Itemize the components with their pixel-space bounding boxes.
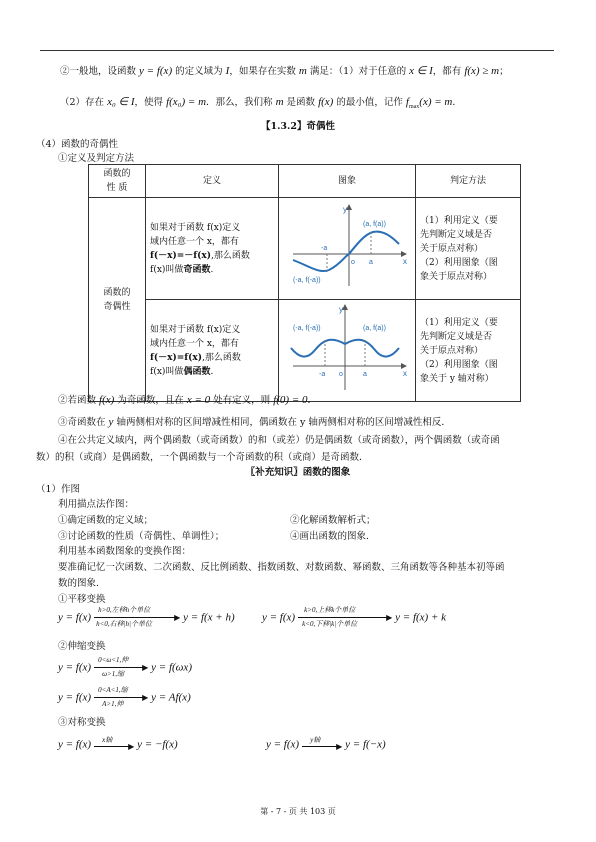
header-definition: 定义 [146, 165, 279, 198]
basic-functions-line2: 数的图象. [58, 578, 100, 589]
translation-vertical: y = f(x) k>0,上移k个单位 ▶ k<0,下移|k|个单位 y = f(x) + k [262, 606, 447, 628]
transform-intro: 利用基本函数图象的变换作图： [58, 546, 192, 557]
even-graph-neg-a-label: -a [319, 371, 326, 378]
page-footer: 第 - 7 - 页 共 103 页 [260, 807, 336, 816]
odd-graph-origin-label: o [351, 259, 355, 266]
odd-function-definition: 如果对于函数 f(x)定义 域内任意一个 x，都有 f(－x)=－f(x),那么函数 f(x)叫做奇函数. [146, 198, 279, 300]
section-heading-parity: 【1.3.2】奇偶性 [261, 121, 335, 132]
sum-product-note-line2: 数）的积（或商）是偶函数，一个偶函数与一个奇函数的积（或商）是奇函数． [36, 452, 369, 463]
symmetry-y-axis: y = f(x) y轴 ▶ y = f(−x) [266, 736, 386, 754]
odd-graph-point-a: (a, f(a)) [363, 221, 386, 228]
step-2: ②化解函数解析式； [290, 515, 376, 526]
even-graph-a-label: a [363, 371, 367, 378]
odd-graph-point-neg-a: (-a, f(-a)) [293, 277, 321, 284]
odd-graph-y-label: y [343, 205, 347, 214]
odd-function-graph [279, 198, 415, 294]
header-rule [40, 50, 554, 51]
monotonicity-note: ③奇函数在 y 轴两侧相对称的区间增减性相同，偶函数在 y 轴两侧相对称的区间增减性相反． [58, 416, 451, 428]
min-value-definition-line2: （2）存在 x₀ ∈ I，使得 f(x₀) = m．那么，我们称 m 是函数 f(x) 的最小值，记作 $f_{max}(x) = m$． [60, 96, 462, 110]
even-function-definition: 如果对于函数 f(x)定义 域内任意一个 x，都有 f(－x)=f(x),那么函数 f(x)叫做偶函数. [146, 300, 279, 402]
even-function-graph [279, 300, 415, 396]
odd-graph-neg-a-label: -a [321, 245, 328, 252]
arrow-horizontal-scale: 0<ω<1,伸 ▶ ω>1,缩 [94, 656, 148, 680]
odd-function-graph-cell [279, 198, 416, 300]
item-4-heading: （4）函数的奇偶性 [36, 139, 119, 150]
header-method: 判定方法 [416, 165, 521, 198]
even-graph-point-a: (a, f(a)) [363, 325, 386, 332]
symmetry-heading: ③对称变换 [58, 717, 106, 728]
scaling-horizontal: y = f(x) 0<ω<1,伸 ▶ ω>1,缩 y = f(ωx) [58, 656, 192, 678]
arrow-x-axis-reflect: x轴 ▶ [94, 736, 134, 754]
arrow-vertical-scale: 0<A<1,缩 ▶ A>1,伸 [94, 686, 148, 710]
header-property: 函数的 性 质 [89, 165, 146, 198]
min-value-definition-line1: ②一般地，设函数 y = f(x) 的定义域为 I，如果存在实数 m 满足：（1）对于任意的 x ∈ I，都有 f(x) ≥ m； [60, 65, 509, 77]
row-label-parity: 函数的 奇偶性 [89, 198, 146, 402]
step-4: ④画出函数的图象. [290, 531, 370, 542]
even-graph-origin-label: o [339, 371, 343, 378]
item-4-subheading: ①定义及判定方法 [58, 153, 135, 164]
sum-product-note-line1: ④在公共定义域内，两个偶函数（或奇函数）的和（或差）仍是偶函数（或奇函数），两个偶函数（或奇函 [58, 435, 500, 446]
step-1: ①确定函数的定义域； [58, 515, 154, 526]
scaling-heading: ②伸缩变换 [58, 641, 106, 652]
even-graph-x-label: x [403, 369, 407, 378]
arrow-y-axis-reflect: y轴 ▶ [302, 736, 342, 754]
odd-function-method: （1）利用定义（要 先判断定义域是否 关于原点对称） （2）利用图象（图 象关于原点对称） [416, 198, 521, 300]
basic-functions-line1: 要准确记忆一次函数、二次函数、反比例函数、指数函数、对数函数、幂函数、三角函数等各种基本初等函 [58, 562, 505, 573]
odd-function-zero-note: ②若函数 f(x) 为奇函数，且在 x = 0 处有定义，则 f(0) = 0． [58, 394, 318, 406]
even-function-method: （1）利用定义（要 先判断定义域是否 关于原点对称） （2）利用图象（图 象关于 y 轴对称） [416, 300, 521, 402]
point-plot-intro: 利用描点法作图： [58, 499, 135, 510]
item-1-heading: （1）作图 [36, 484, 81, 495]
symmetry-x-axis: y = f(x) x轴 ▶ y = −f(x) [58, 736, 178, 754]
translation-heading: ①平移变换 [58, 594, 106, 605]
even-graph-point-neg-a: (-a, f(-a)) [293, 325, 321, 332]
even-graph-y-label: y [339, 305, 343, 314]
translation-horizontal: y = f(x) h>0,左移h个单位 ▶ h<0,右移|h|个单位 y = f(x + h) [58, 606, 235, 628]
parity-table [88, 164, 521, 402]
even-function-graph-cell [279, 300, 416, 402]
section-heading-supplement: 〖补充知识〗函数的图象 [245, 467, 351, 478]
odd-graph-a-label: a [369, 259, 373, 266]
step-3: ③讨论函数的性质（奇偶性、单调性）； [58, 531, 225, 542]
arrow-horizontal-shift: h>0,左移h个单位 ▶ h<0,右移|h|个单位 [96, 606, 181, 628]
header-image: 图象 [279, 165, 416, 198]
arrow-vertical-shift: k>0,上移k个单位 ▶ k<0,下移|k|个单位 [298, 606, 392, 630]
scaling-vertical: y = f(x) 0<A<1,缩 ▶ A>1,伸 y = Af(x) [58, 686, 191, 708]
odd-graph-x-label: x [403, 257, 407, 266]
